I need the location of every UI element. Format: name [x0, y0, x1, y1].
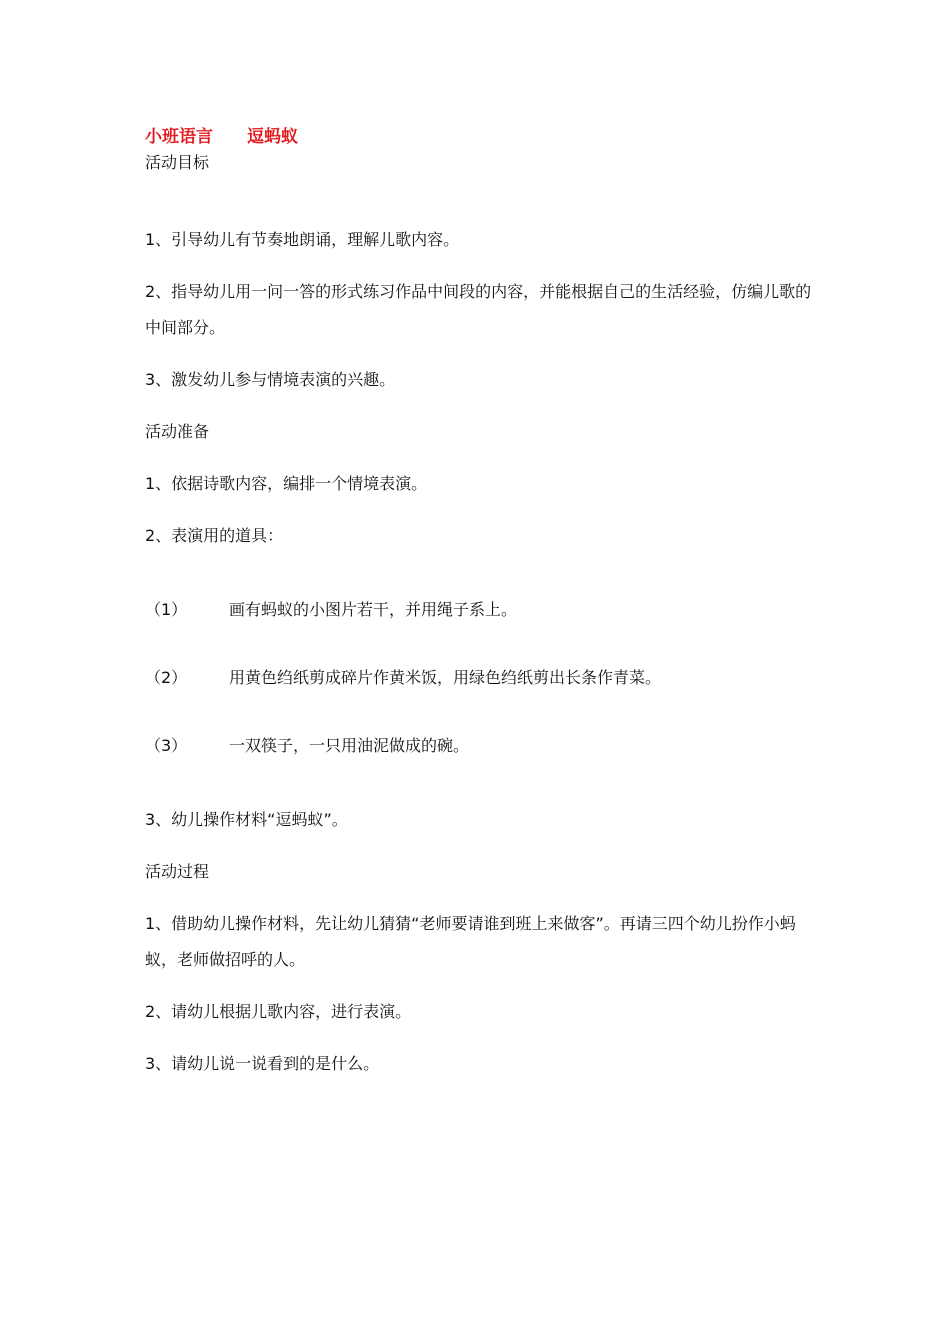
- objectives-heading: 活动目标: [145, 153, 210, 172]
- document-body: [145, 124, 825, 1082]
- preparation-item-1: 1、依据诗歌内容，编排一个情境表演。: [145, 474, 428, 493]
- objective-item-2: 2、指导幼儿用一问一答的形式练习作品中间段的内容，并能根据自己的生活经验，仿编儿歌的中间部分。: [145, 282, 812, 337]
- sub-item-number: （1）: [145, 600, 188, 619]
- process-item-1: 1、借助幼儿操作材料，先让幼儿猜猜“老师要请谁到班上来做客”。再请三四个幼儿扮作小蚂蚁，老师做招呼的人。: [145, 914, 796, 969]
- preparation-heading: 活动准备: [145, 422, 210, 441]
- prop-sub-item-1: [145, 598, 825, 622]
- process-heading: 活动过程: [145, 862, 210, 881]
- sub-item-number: （3）: [145, 736, 188, 755]
- prop-sub-item-3: [145, 734, 825, 758]
- objective-item-3: 3、激发幼儿参与情境表演的兴趣。: [145, 370, 396, 389]
- process-item-3: 3、请幼儿说一说看到的是什么。: [145, 1054, 380, 1073]
- document-title: 小班语言 逗蚂蚁: [145, 127, 298, 147]
- sub-item-text: 画有蚂蚁的小图片若干，并用绳子系上。: [229, 600, 518, 619]
- preparation-item-2: 2、表演用的道具：: [145, 526, 284, 545]
- preparation-item-3: 3、幼儿操作材料“逗蚂蚁”。: [145, 810, 348, 829]
- prop-sub-item-2: [145, 666, 825, 690]
- sub-item-text: 一双筷子，一只用油泥做成的碗。: [229, 736, 470, 755]
- process-item-2: 2、请幼儿根据儿歌内容，进行表演。: [145, 1002, 412, 1021]
- sub-item-text: 用黄色绉纸剪成碎片作黄米饭，用绿色绉纸剪出长条作青菜。: [229, 668, 662, 687]
- sub-item-number: （2）: [145, 668, 188, 687]
- objective-item-1: 1、引导幼儿有节奏地朗诵，理解儿歌内容。: [145, 230, 460, 249]
